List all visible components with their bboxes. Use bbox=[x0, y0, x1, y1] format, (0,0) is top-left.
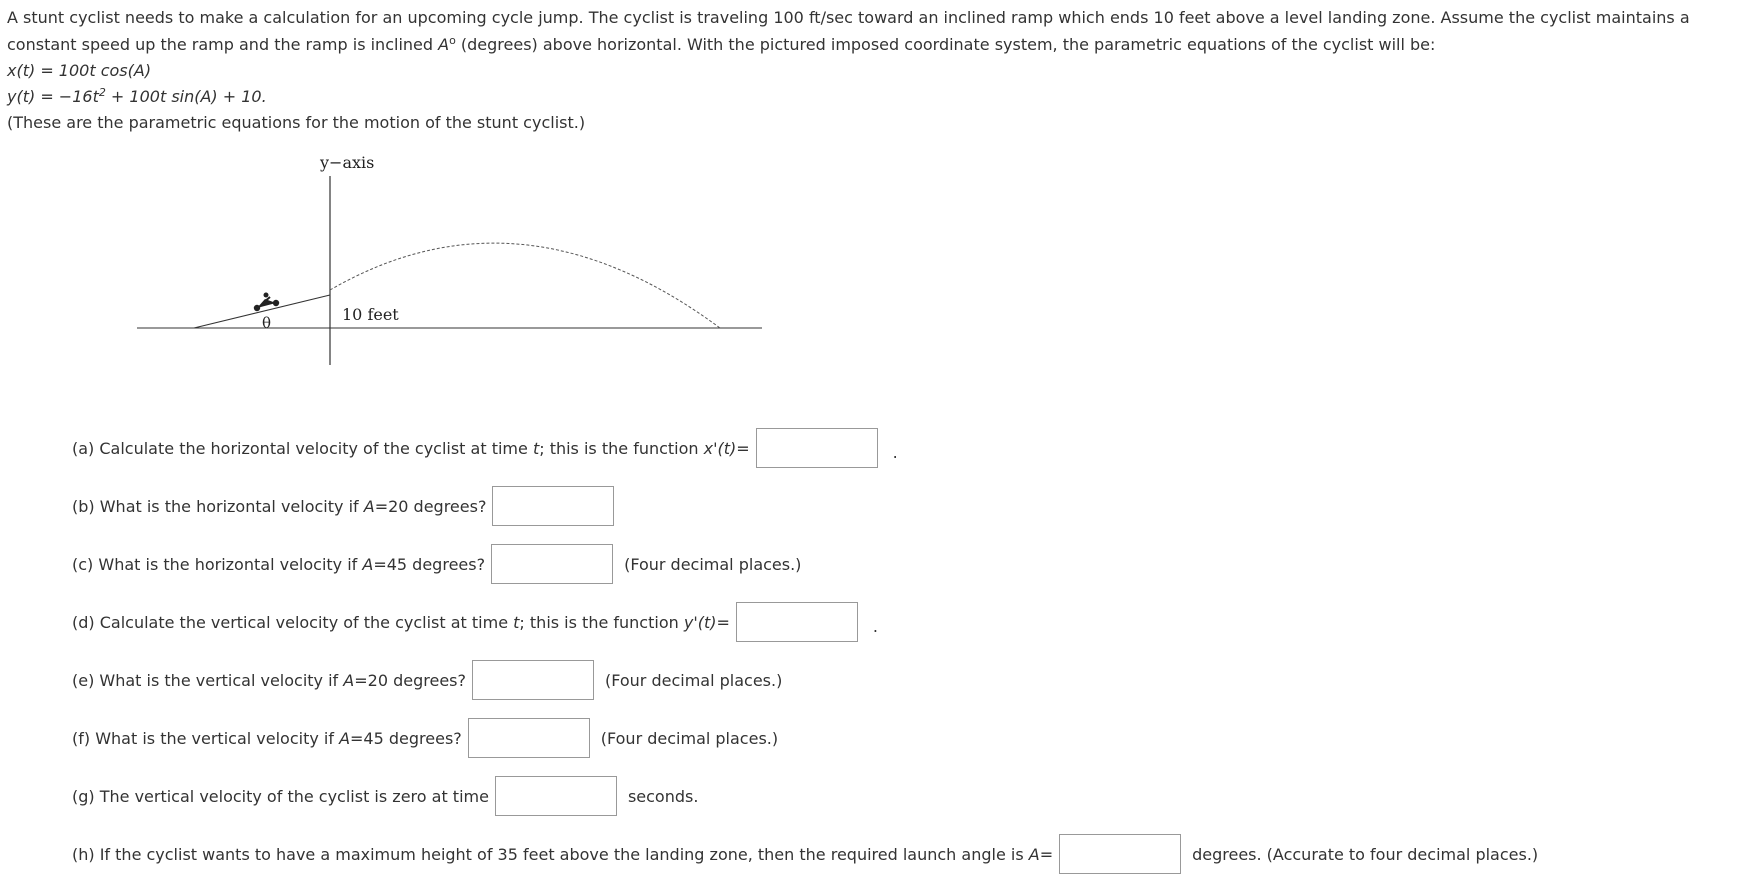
height-label: 10 feet bbox=[342, 305, 399, 324]
equation-x: x(t) = 100t cos(A) bbox=[7, 61, 152, 80]
answer-input-a[interactable] bbox=[756, 428, 878, 468]
answer-input-c[interactable] bbox=[491, 544, 613, 584]
answer-input-b[interactable] bbox=[492, 486, 614, 526]
hint-e: (Four decimal places.) bbox=[604, 670, 783, 690]
question-h: (h) If the cyclist wants to have a maximum height of 35 feet above the landing zone, then the required launch angle is A= degrees. (Accurate to four decimal places.) bbox=[72, 832, 1538, 876]
question-a: (a) Calculate the horizontal velocity of the cyclist at time t; this is the function x'(t)= . bbox=[72, 426, 898, 470]
question-f: (f) What is the vertical velocity if A=45 degrees? (Four decimal places.) bbox=[72, 716, 778, 760]
answer-input-e[interactable] bbox=[472, 660, 594, 700]
hint-c: (Four decimal places.) bbox=[624, 554, 802, 574]
answer-input-h[interactable] bbox=[1059, 834, 1181, 874]
answer-input-f[interactable] bbox=[468, 718, 590, 758]
question-g: (g) The vertical velocity of the cyclist is zero at time seconds. bbox=[72, 774, 698, 818]
angle-label: θ bbox=[262, 314, 272, 332]
question-e: (e) What is the vertical velocity if A=20 degrees? (Four decimal places.) bbox=[72, 658, 782, 702]
y-axis-label: y−axis bbox=[320, 153, 375, 172]
question-d: (d) Calculate the vertical velocity of the cyclist at time t; this is the function y'(t)= . bbox=[72, 600, 878, 644]
cycle-jump-diagram bbox=[0, 150, 800, 375]
problem-statement bbox=[7, 4, 1747, 136]
period-d: . bbox=[872, 616, 878, 636]
question-c: (c) What is the horizontal velocity if A=45 degrees? (Four decimal places.) bbox=[72, 542, 801, 586]
answer-input-d[interactable] bbox=[736, 602, 858, 642]
question-b: (b) What is the horizontal velocity if A=20 degrees? bbox=[72, 484, 614, 528]
hint-h: degrees. (Accurate to four decimal places.) bbox=[1192, 844, 1539, 864]
degree-mark: o bbox=[449, 34, 456, 47]
problem-text: A stunt cyclist needs to make a calculation for an upcoming cycle jump. The cyclist is traveling 100 ft/sec toward an inclined ramp which ends 10 feet above a level landing zone. Assume the cyclist maintains a constant speed up the ramp and the ramp is inclined $A^o$ (degrees) above horizontal. With the pictured imposed coordinate system, the parametric equations of the cyclist will be: bbox=[7, 8, 1690, 54]
period-a: . bbox=[892, 442, 898, 462]
equation-y: $y(t) = -16t^2 + 100t$ sin(A) + 10. bbox=[7, 86, 267, 106]
hint-g: seconds. bbox=[627, 786, 699, 806]
angle-variable: A bbox=[438, 35, 450, 54]
equations-note: (These are the parametric equations for the motion of the stunt cyclist.) bbox=[7, 113, 586, 132]
answer-input-g[interactable] bbox=[495, 776, 617, 816]
hint-f: (Four decimal places.) bbox=[600, 728, 779, 748]
